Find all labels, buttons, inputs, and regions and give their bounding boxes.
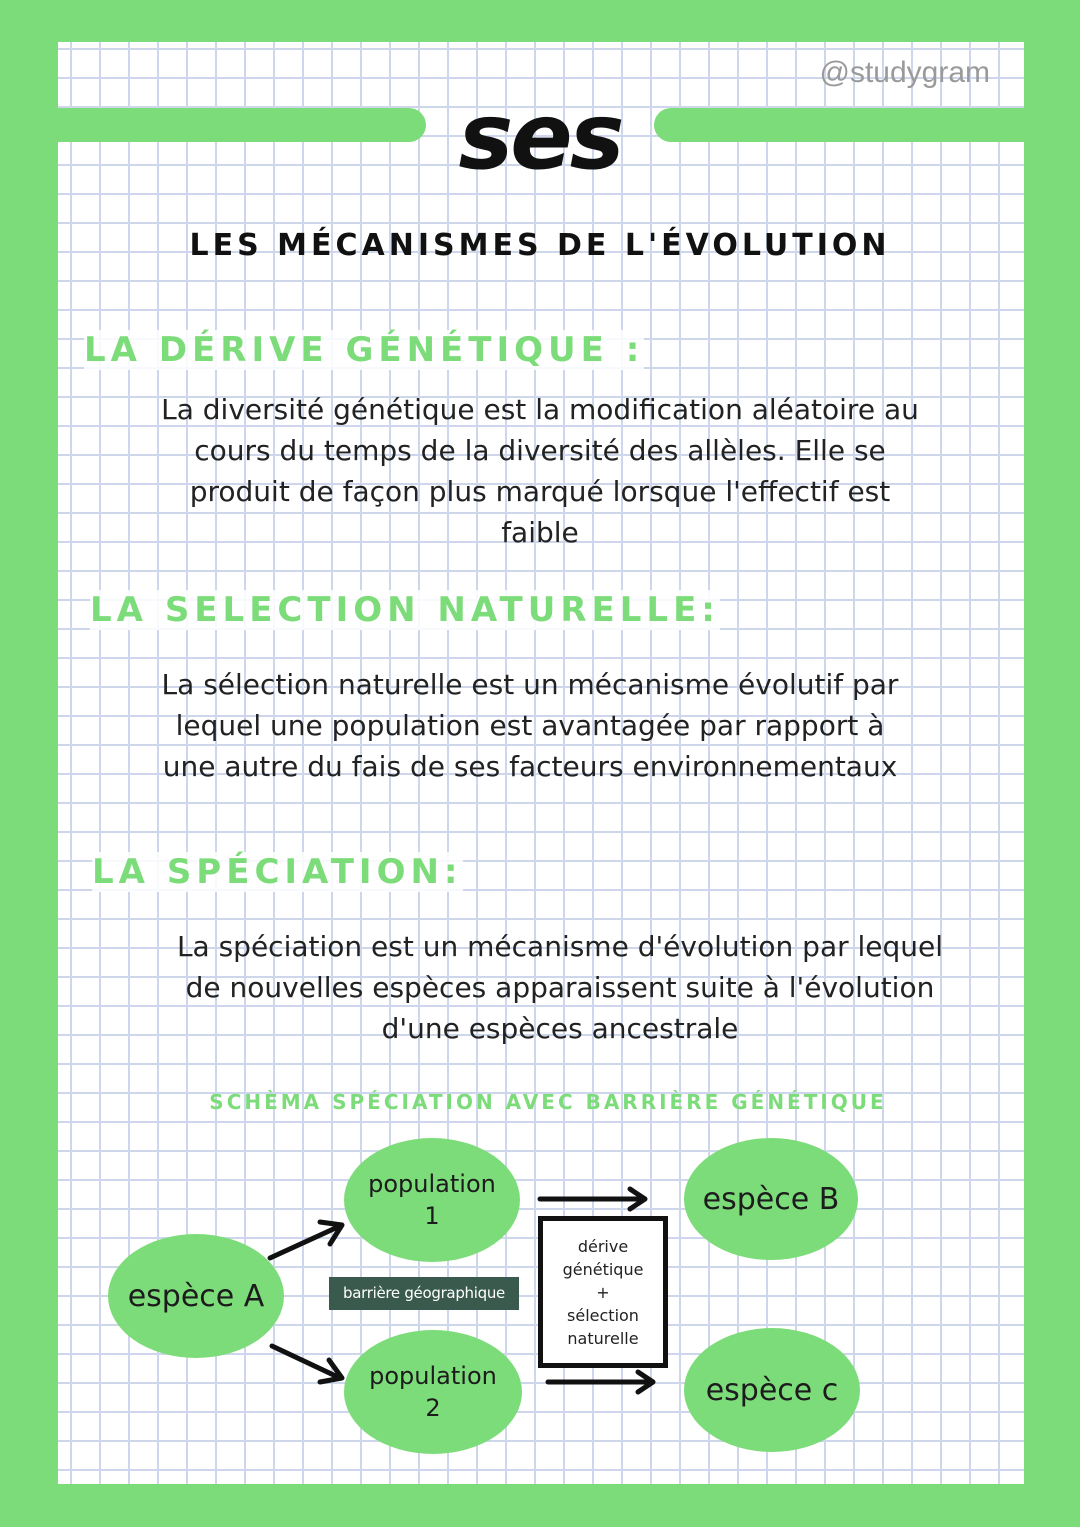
node-espece-a: espèce A [108,1234,284,1358]
arrow-pop1-to-b [540,1189,645,1209]
process-line-4: sélection [567,1305,639,1325]
process-line-2: génétique [562,1259,644,1279]
arrow-a-to-pop2 [272,1346,342,1382]
section-text-selection: La sélection naturelle est un mécanisme évolutif par lequel une population est avantagée par rapport à une autre du fais de ses facteurs environnementaux [161,668,899,783]
node-population-1: population 1 [344,1138,520,1262]
schema-title: SCHÈMA SPÉCIATION AVEC BARRIÈRE GÉNÉTIQUE [209,1090,887,1114]
barrier-label: barrière géographique [329,1277,519,1310]
node-espece-c: espèce c [684,1328,860,1452]
arrow-pop2-to-c [548,1372,653,1392]
page-title: LES MÉCANISMES DE L'ÉVOLUTION [189,228,891,263]
process-line-5: naturelle [567,1328,639,1348]
section-title-selection: LA SELECTION NATURELLE: [90,590,720,630]
section-title-speciation: LA SPÉCIATION: [92,852,463,892]
node-population-2: population 2 [344,1330,522,1454]
author-handle: @studygram [819,56,990,89]
ses-logo: ses [458,83,622,190]
arrow-a-to-pop1 [270,1222,342,1258]
section-text-derive: La diversité génétique est la modification aléatoire au cours du temps de la diversité des allèles. Elle se produit de façon plus marqué lorsque l'effectif est faible [161,393,919,549]
section-text-speciation: La spéciation est un mécanisme d'évolution par lequel de nouvelles espèces apparaissent suite à l'évolution d'une espèces ancestrale [176,930,944,1045]
process-line-3: + [596,1282,610,1302]
section-title-derive: LA DÉRIVE GÉNÉTIQUE : [84,330,645,370]
node-espece-b: espèce B [684,1138,858,1260]
process-line-1: dérive [577,1236,629,1256]
